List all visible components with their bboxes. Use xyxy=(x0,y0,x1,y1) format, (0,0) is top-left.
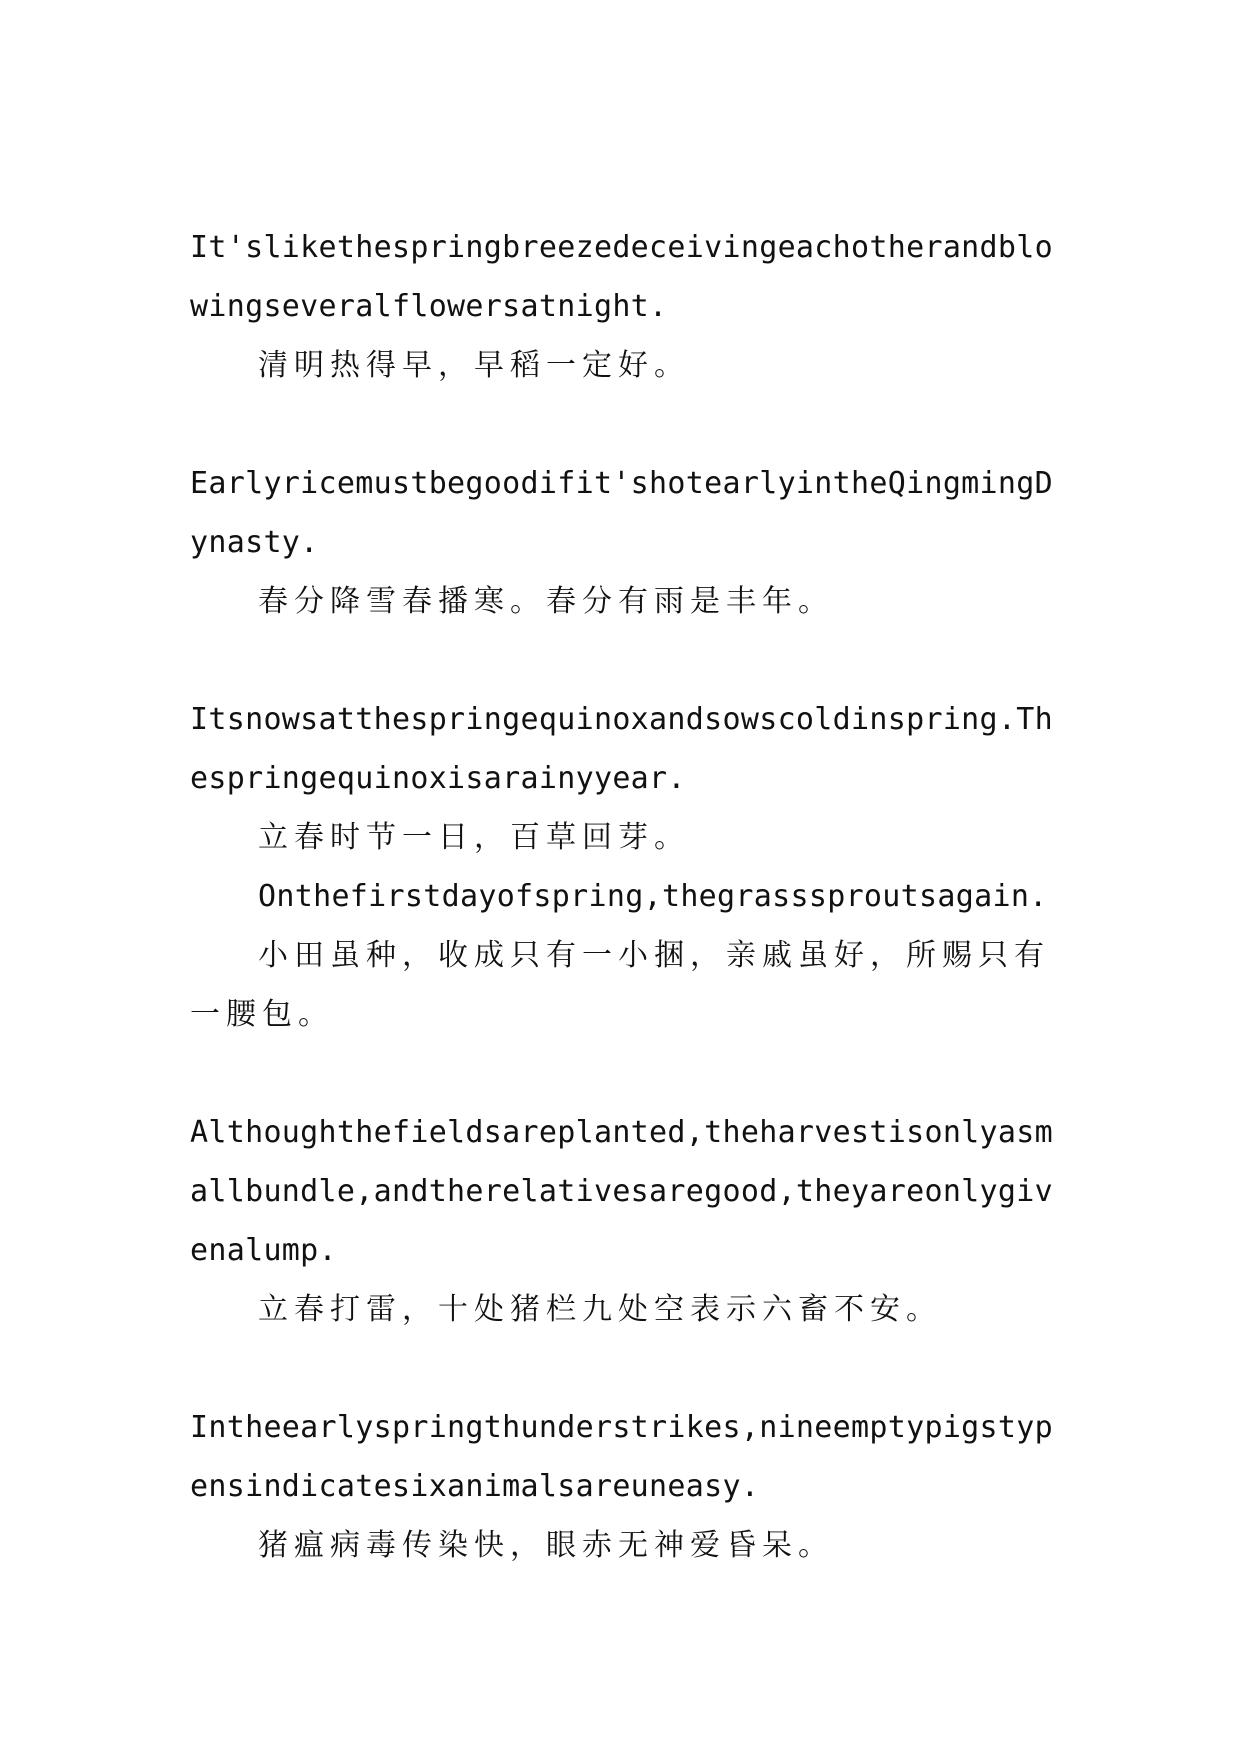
paragraph-english: Itsnowsatthespringequinoxandsowscoldinspring.Thespringequinoxisarainyyear. xyxy=(190,702,1053,796)
paragraph-chinese: 立春打雷，十处猪栏九处空表示六畜不安。 xyxy=(258,1292,942,1327)
paragraph-chinese: 春分降雪春播寒。春分有雨是丰年。 xyxy=(258,584,834,619)
paragraph-english: Onthefirstdayofspring,thegrasssproutsagain. xyxy=(258,879,1048,914)
paragraph-chinese: 猪瘟病毒传染快，眼赤无神爱昏呆。 xyxy=(258,1528,834,1563)
paragraph-english: Althoughthefieldsareplanted,theharvestisonlyasmallbundle,andtherelativesaregood,theyareonlygivenalump. xyxy=(190,1115,1053,1268)
paragraph-gap xyxy=(190,395,1058,454)
paragraph-chinese: 小田虽种，收成只有一小捆，亲戚虽好，所赐只有一腰包。 xyxy=(190,938,1050,1032)
paragraph-gap xyxy=(190,1044,1058,1103)
paragraph-english: Earlyricemustbegoodifit'shotearlyintheQingmingDynasty. xyxy=(190,466,1053,560)
paragraph-english: It'slikethespringbreezedeceivingeachotherandblowingseveralflowersatnight. xyxy=(190,230,1053,324)
document-body xyxy=(190,218,1058,1575)
paragraph-english: Intheearlyspringthunderstrikes,nineemptypigstypensindicatesixanimalsareuneasy. xyxy=(190,1410,1053,1504)
paragraph-gap xyxy=(190,1339,1058,1398)
paragraph-chinese: 清明热得早，早稻一定好。 xyxy=(258,348,690,383)
paragraph-chinese: 立春时节一日，百草回芽。 xyxy=(258,820,690,855)
paragraph-gap xyxy=(190,631,1058,690)
